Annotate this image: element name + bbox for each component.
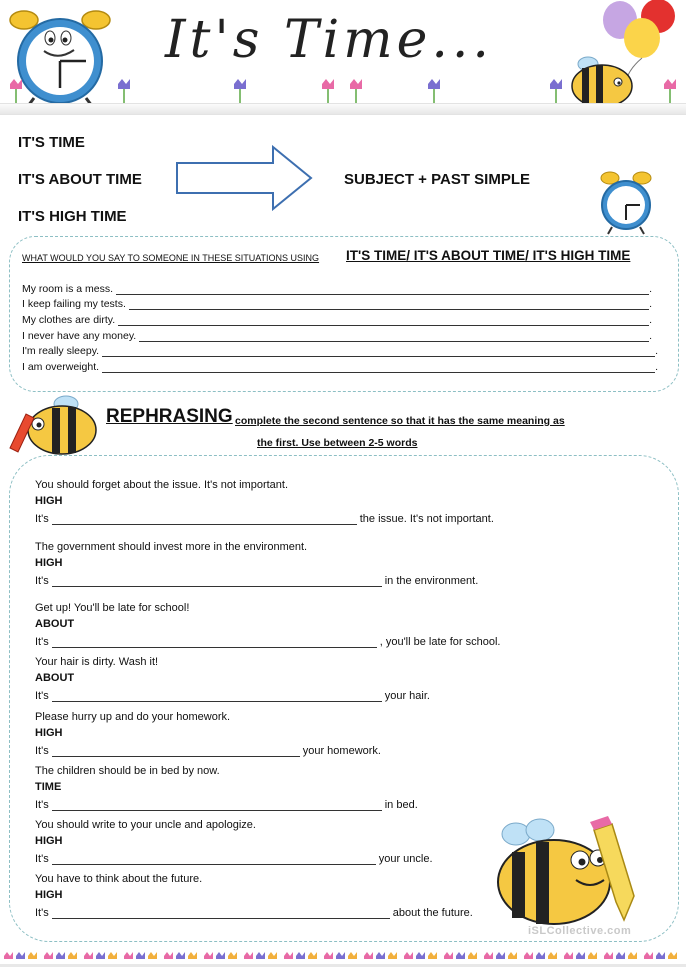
- exercise-item: [35, 602, 500, 648]
- exercise-start: It's: [35, 907, 49, 919]
- exercise-item: [35, 873, 473, 919]
- exercise-start: It's: [35, 853, 49, 865]
- exercise-item: [35, 541, 478, 587]
- situation-line[interactable]: I am overweight. .: [22, 361, 658, 373]
- watermark: iSLCollective.com: [528, 925, 632, 937]
- small-clock-icon: [598, 170, 654, 236]
- situation-line[interactable]: My clothes are dirty. .: [22, 314, 652, 326]
- arrow-right-icon: [175, 145, 315, 211]
- exercise-keyword: HIGH: [35, 889, 63, 901]
- exercise-keyword: TIME: [35, 781, 62, 793]
- answer-blank[interactable]: [116, 285, 649, 295]
- answer-blank[interactable]: [102, 363, 655, 373]
- situation-line[interactable]: My room is a mess. .: [22, 283, 652, 295]
- answer-blank[interactable]: [52, 854, 376, 865]
- exercise-item: [35, 711, 381, 757]
- bee-icon: [568, 56, 634, 108]
- exercise-start: It's: [35, 636, 49, 648]
- exercise-keyword: ABOUT: [35, 618, 75, 630]
- answer-blank[interactable]: [102, 347, 655, 357]
- rule-its-about-time: IT'S ABOUT TIME: [18, 171, 142, 188]
- answer-blank[interactable]: [118, 316, 649, 326]
- exercise-original: You should write to your uncle and apologize.: [35, 819, 256, 831]
- exercise-end: the issue. It's not important.: [359, 513, 494, 525]
- structure-formula: SUBJECT + PAST SIMPLE: [344, 171, 531, 188]
- exercise-start: It's: [35, 745, 49, 757]
- bee-pencil-icon: [494, 816, 644, 928]
- answer-blank[interactable]: [52, 514, 357, 525]
- rephrasing-title: REPHRASING: [106, 406, 233, 427]
- exercise-keyword: HIGH: [35, 557, 63, 569]
- rephrasing-description: complete the second sentence so that it has the same meaning as: [235, 415, 565, 427]
- situation-line[interactable]: I never have any money. .: [22, 330, 652, 342]
- header: [0, 0, 686, 115]
- situation-text: I keep failing my tests.: [22, 298, 126, 310]
- exercise-end: about the future.: [392, 907, 473, 919]
- answer-blank[interactable]: [139, 332, 649, 342]
- exercise-original: You should forget about the issue. It's not important.: [35, 479, 289, 491]
- answer-blank[interactable]: [52, 637, 377, 648]
- exercise-original: The government should invest more in the environment.: [35, 541, 308, 553]
- exercise-end: your homework.: [302, 745, 381, 757]
- situation-text: My room is a mess.: [22, 283, 114, 295]
- exercise-start: It's: [35, 575, 49, 587]
- header-divider: [0, 103, 686, 115]
- situations-instruction: WHAT WOULD YOU SAY TO SOMEONE IN THESE SITUATIONS USING: [22, 253, 320, 263]
- exercise-keyword: HIGH: [35, 727, 63, 739]
- exercise-item: [35, 479, 494, 525]
- answer-blank[interactable]: [52, 576, 382, 587]
- exercise-end: , you'll be late for school.: [379, 636, 501, 648]
- situation-text: My clothes are dirty.: [22, 314, 116, 326]
- exercise-original: Your hair is dirty. Wash it!: [35, 656, 159, 668]
- situations-instruction-emphasis: IT'S TIME/ IT'S ABOUT TIME/ IT'S HIGH TIME: [346, 248, 631, 263]
- exercise-end: your uncle.: [378, 853, 433, 865]
- exercise-item: [35, 656, 430, 702]
- rephrasing-description-continued: the first. Use between 2-5 words: [257, 437, 418, 449]
- exercise-keyword: ABOUT: [35, 672, 75, 684]
- rule-its-time: IT'S TIME: [18, 134, 85, 151]
- rule-its-high-time: IT'S HIGH TIME: [18, 208, 127, 225]
- exercise-keyword: HIGH: [35, 835, 63, 847]
- answer-blank[interactable]: [129, 300, 649, 310]
- exercise-start: It's: [35, 799, 49, 811]
- exercise-original: You have to think about the future.: [35, 873, 203, 885]
- exercise-start: It's: [35, 690, 49, 702]
- exercise-item: [35, 819, 433, 865]
- answer-blank[interactable]: [52, 908, 390, 919]
- situation-line[interactable]: I'm really sleepy. .: [22, 345, 658, 357]
- bee-crayon-icon: [6, 394, 102, 460]
- situation-text: I never have any money.: [22, 330, 137, 342]
- exercise-keyword: HIGH: [35, 495, 63, 507]
- answer-blank[interactable]: [52, 746, 300, 757]
- exercise-item: [35, 765, 418, 811]
- situation-text: I am overweight.: [22, 361, 100, 373]
- situation-line[interactable]: I keep failing my tests. .: [22, 298, 652, 310]
- bottom-tulip-border-icon: [0, 948, 686, 970]
- exercise-end: in the environment.: [384, 575, 479, 587]
- exercise-start: It's: [35, 513, 49, 525]
- exercise-original: The children should be in bed by now.: [35, 765, 220, 777]
- situation-text: I'm really sleepy.: [22, 345, 100, 357]
- page-title: It's Time...: [165, 10, 493, 70]
- exercise-original: Get up! You'll be late for school!: [35, 602, 190, 614]
- exercise-end: in bed.: [384, 799, 418, 811]
- exercise-original: Please hurry up and do your homework.: [35, 711, 231, 723]
- answer-blank[interactable]: [52, 800, 382, 811]
- answer-blank[interactable]: [52, 691, 382, 702]
- exercise-end: your hair.: [384, 690, 430, 702]
